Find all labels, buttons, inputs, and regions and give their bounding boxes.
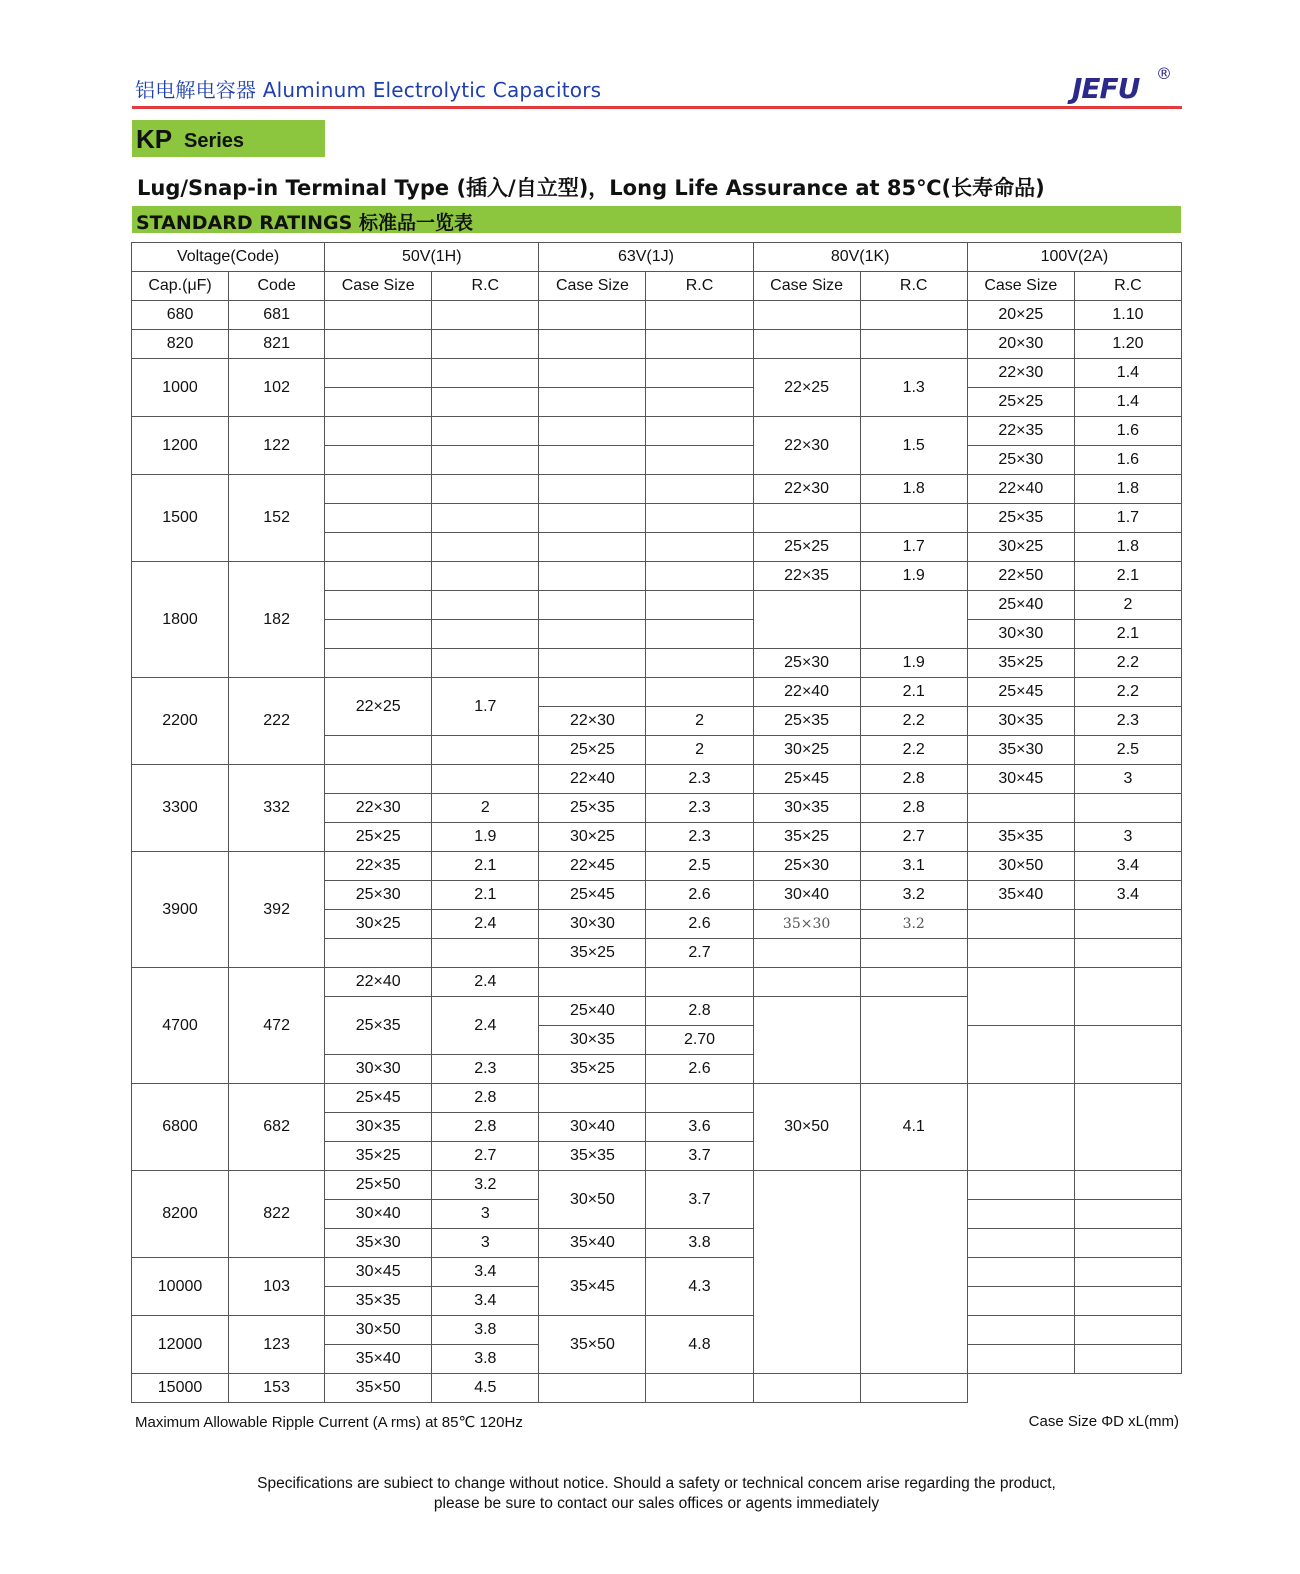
- case-size-cell: 25×25: [753, 533, 860, 562]
- cap-cell: 1200: [132, 417, 229, 475]
- rc-cell: 3: [1074, 765, 1181, 794]
- case-size-cell: 25×40: [967, 591, 1074, 620]
- table-row: [132, 417, 1182, 446]
- voltage-header: Voltage(Code): [132, 243, 325, 272]
- case-size-cell: 35×50: [539, 1316, 646, 1374]
- case-size-cell: 30×30: [325, 1055, 432, 1084]
- case-size-cell: 35×25: [967, 649, 1074, 678]
- rc-cell: 3.6: [646, 1113, 753, 1142]
- rc-cell: 2.7: [646, 939, 753, 968]
- case-size-unit-note: Case Size ΦD xL(mm): [1028, 1413, 1179, 1430]
- rc-cell: 3.2: [860, 910, 967, 939]
- cap-cell: 1500: [132, 475, 229, 562]
- rc-cell: 3.4: [1074, 881, 1181, 910]
- case-size-cell: 30×25: [539, 823, 646, 852]
- rc-cell: 2.6: [646, 1055, 753, 1084]
- rc-cell: 2: [1074, 591, 1181, 620]
- rc-cell: 2: [646, 707, 753, 736]
- case-size-cell: 22×50: [967, 562, 1074, 591]
- rc-cell: 2.8: [646, 997, 753, 1026]
- case-size-cell: 30×50: [753, 1084, 860, 1171]
- case-size-cell: 30×35: [539, 1026, 646, 1055]
- rc-cell: 3.2: [432, 1171, 539, 1200]
- case-size-cell: 35×45: [539, 1258, 646, 1316]
- case-size-cell: 22×35: [967, 417, 1074, 446]
- cap-cell: 3300: [132, 765, 229, 852]
- cap-cell: 15000: [132, 1374, 229, 1403]
- case-size-cell: 25×40: [539, 997, 646, 1026]
- rc-cell: 3: [432, 1229, 539, 1258]
- code-cell: 681: [229, 301, 325, 330]
- rc-cell: 2.3: [646, 794, 753, 823]
- code-cell: 123: [229, 1316, 325, 1374]
- rc-cell: 3.4: [1074, 852, 1181, 881]
- rc-cell: 1.8: [860, 475, 967, 504]
- case-size-cell: 25×25: [539, 736, 646, 765]
- rc-cell: 1.9: [860, 562, 967, 591]
- case-size-cell: 30×25: [753, 736, 860, 765]
- case-size-cell: 30×40: [753, 881, 860, 910]
- case-size-cell: 25×45: [753, 765, 860, 794]
- rc-cell: 2.1: [1074, 620, 1181, 649]
- rc-cell: 1.10: [1074, 301, 1181, 330]
- table-row: [132, 359, 1182, 388]
- rc-cell: 3.8: [646, 1229, 753, 1258]
- case-size-cell: 25×35: [967, 504, 1074, 533]
- rc-cell: 2.4: [432, 997, 539, 1055]
- case-size-cell: 30×40: [539, 1113, 646, 1142]
- case-size-cell: 30×50: [325, 1316, 432, 1345]
- case-size-cell: 25×25: [325, 823, 432, 852]
- rc-header: R.C: [1074, 272, 1181, 301]
- rc-cell: 3.4: [432, 1287, 539, 1316]
- case-size-cell: 30×25: [967, 533, 1074, 562]
- rc-cell: 2.8: [860, 765, 967, 794]
- case-size-cell: 30×50: [967, 852, 1074, 881]
- code-cell: 821: [229, 330, 325, 359]
- case-size-cell: 22×25: [325, 678, 432, 736]
- cap-cell: 12000: [132, 1316, 229, 1374]
- rc-cell: 2.2: [860, 736, 967, 765]
- table-row: [132, 1374, 1182, 1403]
- rc-cell: 1.6: [1074, 446, 1181, 475]
- case-size-cell: 35×30: [753, 910, 860, 939]
- rc-cell: 2: [432, 794, 539, 823]
- brand-logo: JEFU: [1072, 72, 1140, 105]
- rc-cell: 2.7: [432, 1142, 539, 1171]
- rc-cell: 2.8: [432, 1084, 539, 1113]
- cap-cell: 1800: [132, 562, 229, 678]
- case-size-cell: 35×30: [325, 1229, 432, 1258]
- case-size-cell: 25×50: [325, 1171, 432, 1200]
- case-size-cell: 25×35: [325, 997, 432, 1055]
- case-size-cell: 25×45: [967, 678, 1074, 707]
- rc-cell: 2.5: [1074, 736, 1181, 765]
- voltage-80v: 80V(1K): [753, 243, 967, 272]
- rc-cell: 2.4: [432, 968, 539, 997]
- table-row: [132, 852, 1182, 881]
- case-size-cell: 30×30: [539, 910, 646, 939]
- rc-cell: 1.4: [1074, 388, 1181, 417]
- case-size-cell: 30×45: [325, 1258, 432, 1287]
- rc-header: R.C: [432, 272, 539, 301]
- case-size-header: Case Size: [325, 272, 432, 301]
- rc-cell: 4.3: [646, 1258, 753, 1316]
- case-size-cell: 25×30: [753, 649, 860, 678]
- table-row: [132, 1316, 1182, 1345]
- code-cell: 222: [229, 678, 325, 765]
- rc-cell: 1.20: [1074, 330, 1181, 359]
- registered-mark: ®: [1156, 64, 1172, 83]
- rc-cell: 1.8: [1074, 475, 1181, 504]
- case-size-cell: 30×50: [539, 1171, 646, 1229]
- rc-cell: 3: [432, 1200, 539, 1229]
- voltage-63v: 63V(1J): [539, 243, 753, 272]
- case-size-cell: 30×35: [325, 1113, 432, 1142]
- case-size-cell: 25×45: [539, 881, 646, 910]
- rc-cell: 2: [646, 736, 753, 765]
- case-size-cell: 25×25: [967, 388, 1074, 417]
- rc-cell: 2.6: [646, 910, 753, 939]
- table-row: [132, 1258, 1182, 1287]
- rc-cell: 1.7: [1074, 504, 1181, 533]
- case-size-cell: 25×35: [539, 794, 646, 823]
- rc-cell: 2.2: [1074, 678, 1181, 707]
- cap-cell: 4700: [132, 968, 229, 1084]
- cap-cell: 1000: [132, 359, 229, 417]
- rc-cell: 2.3: [646, 765, 753, 794]
- case-size-cell: 25×30: [325, 881, 432, 910]
- case-size-cell: 35×40: [325, 1345, 432, 1374]
- rc-cell: 2.7: [860, 823, 967, 852]
- case-size-cell: 30×25: [325, 910, 432, 939]
- cap-cell: 10000: [132, 1258, 229, 1316]
- case-size-cell: 30×45: [967, 765, 1074, 794]
- rc-cell: 2.8: [432, 1113, 539, 1142]
- series-suffix: Series: [184, 130, 245, 152]
- rc-cell: 2.1: [860, 678, 967, 707]
- table-header-row: [132, 272, 1182, 301]
- case-size-cell: 22×30: [967, 359, 1074, 388]
- rc-cell: 4.8: [646, 1316, 753, 1374]
- case-size-cell: 22×30: [539, 707, 646, 736]
- case-size-header: Case Size: [539, 272, 646, 301]
- disclaimer-line: Specifications are subiect to change without notice. Should a safety or technical concem arise regarding the product,: [257, 1475, 1056, 1492]
- rc-cell: 1.3: [860, 359, 967, 417]
- voltage-100v: 100V(2A): [967, 243, 1181, 272]
- case-size-cell: 35×25: [325, 1142, 432, 1171]
- case-size-cell: 22×35: [325, 852, 432, 881]
- disclaimer-line: please be sure to contact our sales offices or agents immediately: [433, 1495, 880, 1512]
- code-cell: 102: [229, 359, 325, 417]
- code-cell: 392: [229, 852, 325, 968]
- cap-cell: 820: [132, 330, 229, 359]
- rc-cell: 2.2: [1074, 649, 1181, 678]
- case-size-header: Case Size: [753, 272, 860, 301]
- table-row: [132, 301, 1182, 330]
- case-size-cell: 22×35: [753, 562, 860, 591]
- table-row: [132, 1171, 1182, 1200]
- cap-cell: 2200: [132, 678, 229, 765]
- rc-cell: 1.6: [1074, 417, 1181, 446]
- cap-header: Cap.(μF): [132, 272, 229, 301]
- case-size-cell: 30×30: [967, 620, 1074, 649]
- rc-cell: 2.1: [1074, 562, 1181, 591]
- ratings-table: [131, 242, 1182, 1403]
- rc-cell: 2.2: [860, 707, 967, 736]
- table-row: [132, 678, 1182, 707]
- code-header: Code: [229, 272, 325, 301]
- rc-cell: 2.3: [432, 1055, 539, 1084]
- code-cell: 822: [229, 1171, 325, 1258]
- table-header-row: [132, 243, 1182, 272]
- cap-cell: 6800: [132, 1084, 229, 1171]
- case-size-cell: 35×25: [539, 939, 646, 968]
- rc-cell: 3.8: [432, 1345, 539, 1374]
- case-size-cell: 35×30: [967, 736, 1074, 765]
- table-row: [132, 968, 1182, 997]
- rc-cell: 1.7: [432, 678, 539, 736]
- case-size-cell: 22×30: [753, 417, 860, 475]
- case-size-cell: 25×30: [967, 446, 1074, 475]
- ripple-current-note: Maximum Allowable Ripple Current (A rms) at 85℃ 120Hz: [135, 1414, 523, 1431]
- case-size-cell: 25×30: [753, 852, 860, 881]
- code-cell: 122: [229, 417, 325, 475]
- case-size-cell: 25×45: [325, 1084, 432, 1113]
- rc-cell: 2.1: [432, 852, 539, 881]
- rc-cell: 3.7: [646, 1171, 753, 1229]
- case-size-cell: 35×40: [967, 881, 1074, 910]
- product-subtitle: Lug/Snap-in Terminal Type (插入/自立型)，Long Life Assurance at 85℃(长寿命品): [137, 176, 1045, 200]
- rc-cell: 2.8: [860, 794, 967, 823]
- rc-cell: 2.4: [432, 910, 539, 939]
- rc-cell: 1.9: [432, 823, 539, 852]
- rc-header: R.C: [860, 272, 967, 301]
- case-size-cell: 22×25: [753, 359, 860, 417]
- section-heading: STANDARD RATINGS 标准品一览表: [136, 212, 473, 234]
- case-size-cell: 30×35: [753, 794, 860, 823]
- case-size-cell: 30×40: [325, 1200, 432, 1229]
- rc-cell: 1.8: [1074, 533, 1181, 562]
- table-row: [132, 1084, 1182, 1113]
- rc-cell: 1.7: [860, 533, 967, 562]
- rc-cell: 1.4: [1074, 359, 1181, 388]
- case-size-cell: 22×40: [753, 678, 860, 707]
- rc-cell: 3.7: [646, 1142, 753, 1171]
- voltage-50v: 50V(1H): [325, 243, 539, 272]
- cap-cell: 680: [132, 301, 229, 330]
- code-cell: 153: [229, 1374, 325, 1403]
- cap-cell: 3900: [132, 852, 229, 968]
- table-row: [132, 330, 1182, 359]
- case-size-cell: 20×25: [967, 301, 1074, 330]
- rc-cell: 2.5: [646, 852, 753, 881]
- rc-cell: 3.8: [432, 1316, 539, 1345]
- rc-cell: 4.5: [432, 1374, 539, 1403]
- case-size-cell: 22×40: [539, 765, 646, 794]
- code-cell: 103: [229, 1258, 325, 1316]
- header-divider: [132, 106, 1182, 109]
- case-size-cell: 35×25: [539, 1055, 646, 1084]
- case-size-cell: 22×30: [753, 475, 860, 504]
- cap-cell: 8200: [132, 1171, 229, 1258]
- rc-cell: 2.3: [646, 823, 753, 852]
- rc-cell: 3: [1074, 823, 1181, 852]
- rc-cell: 2.3: [1074, 707, 1181, 736]
- table-row: [132, 765, 1182, 794]
- rc-cell: 2.6: [646, 881, 753, 910]
- header-title: 铝电解电容器 Aluminum Electrolytic Capacitors: [135, 78, 602, 102]
- rc-cell: 3.2: [860, 881, 967, 910]
- code-cell: 182: [229, 562, 325, 678]
- case-size-cell: 20×30: [967, 330, 1074, 359]
- code-cell: 472: [229, 968, 325, 1084]
- case-size-cell: 35×35: [325, 1287, 432, 1316]
- code-cell: 332: [229, 765, 325, 852]
- case-size-cell: 35×40: [539, 1229, 646, 1258]
- rc-cell: 2.1: [432, 881, 539, 910]
- case-size-cell: 35×50: [325, 1374, 432, 1403]
- rc-header: R.C: [646, 272, 753, 301]
- rc-cell: 3.4: [432, 1258, 539, 1287]
- case-size-cell: 35×35: [539, 1142, 646, 1171]
- case-size-cell: 25×35: [753, 707, 860, 736]
- rc-cell: 2.70: [646, 1026, 753, 1055]
- rc-cell: 1.5: [860, 417, 967, 475]
- case-size-header: Case Size: [967, 272, 1074, 301]
- table-row: [132, 475, 1182, 504]
- rc-cell: 4.1: [860, 1084, 967, 1171]
- code-cell: 682: [229, 1084, 325, 1171]
- case-size-cell: 22×30: [325, 794, 432, 823]
- series-name: KP: [136, 124, 173, 154]
- case-size-cell: 35×25: [753, 823, 860, 852]
- rc-cell: 3.1: [860, 852, 967, 881]
- case-size-cell: 22×45: [539, 852, 646, 881]
- case-size-cell: 22×40: [967, 475, 1074, 504]
- code-cell: 152: [229, 475, 325, 562]
- case-size-cell: 22×40: [325, 968, 432, 997]
- case-size-cell: 30×35: [967, 707, 1074, 736]
- rc-cell: 1.9: [860, 649, 967, 678]
- case-size-cell: 35×35: [967, 823, 1074, 852]
- table-row: [132, 562, 1182, 591]
